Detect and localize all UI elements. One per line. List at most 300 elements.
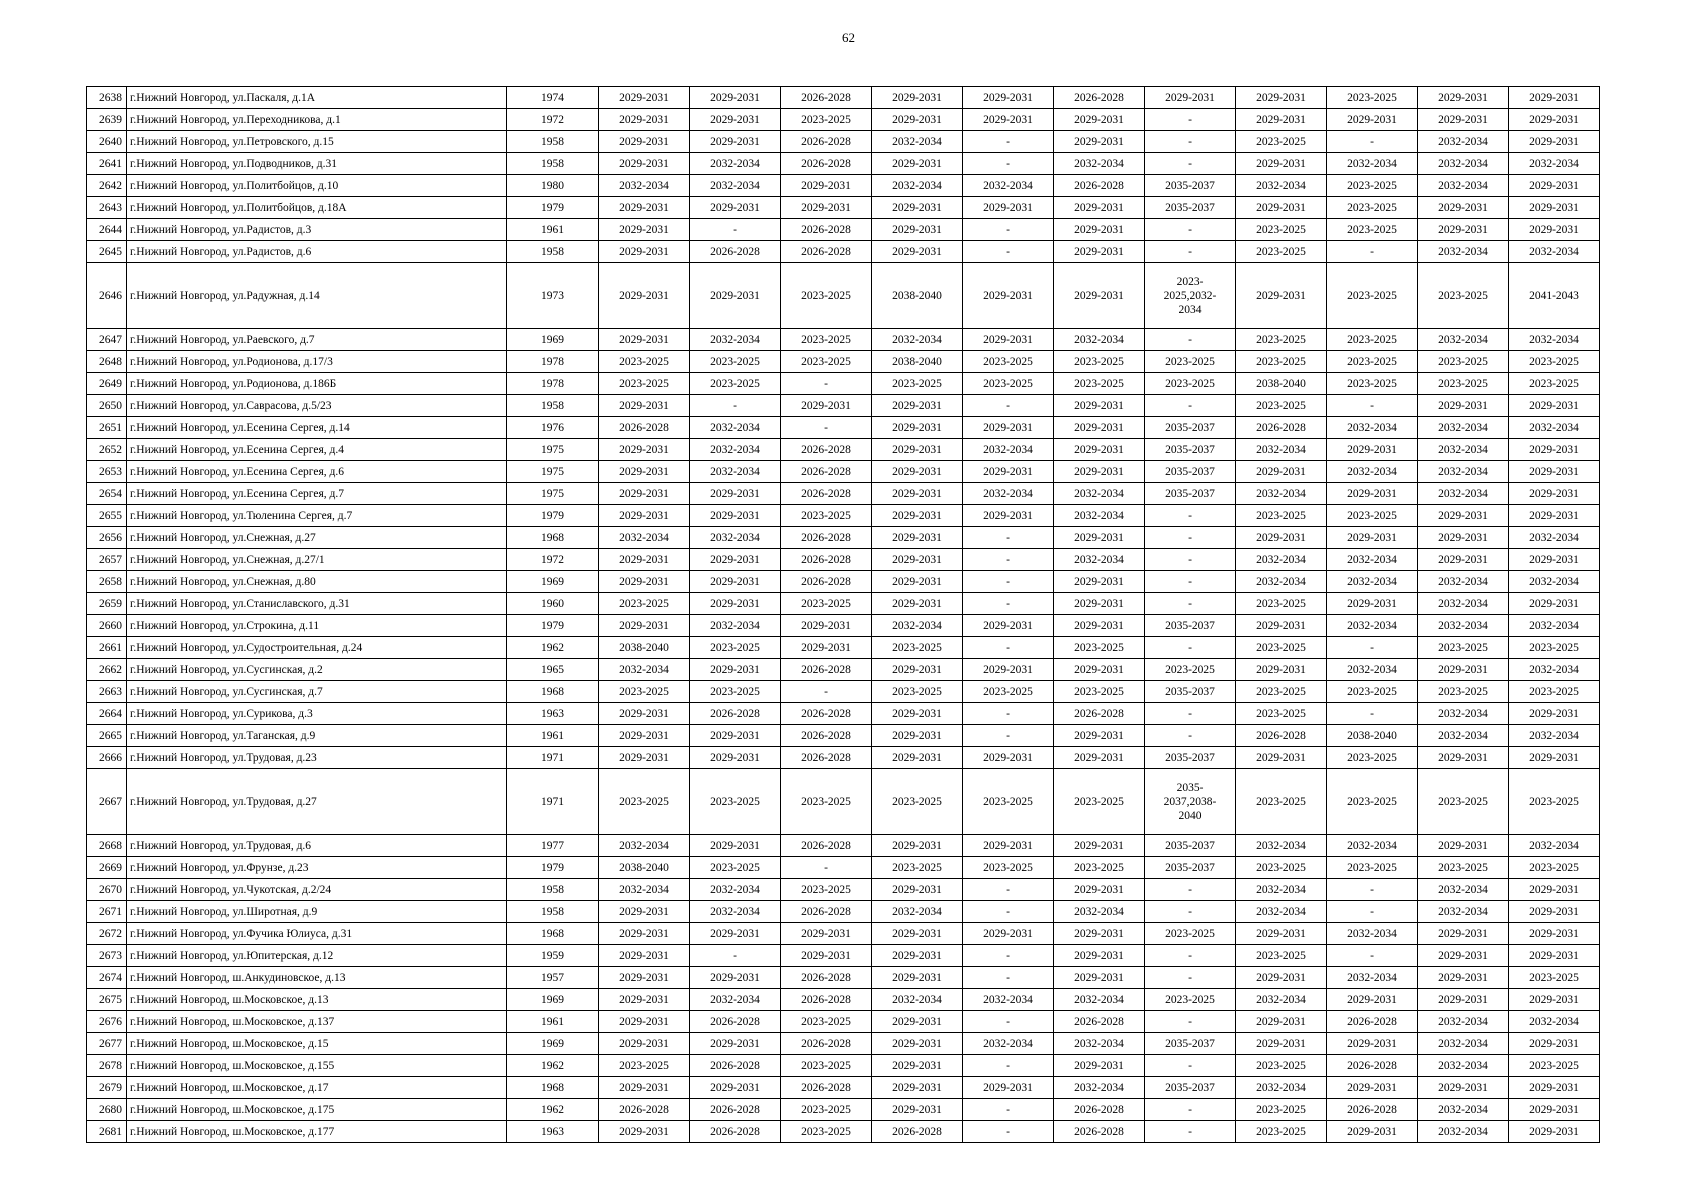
repair-period-cell: -	[1327, 879, 1418, 901]
repair-period-cell: 2029-2031	[599, 153, 690, 175]
repair-period-cell: 2032-2034	[1054, 505, 1145, 527]
year-built-cell: 1975	[507, 439, 599, 461]
repair-period-cell: 2032-2034	[1418, 175, 1509, 197]
repair-period-cell: -	[1145, 1055, 1236, 1077]
repair-period-cell: 2029-2031	[1418, 659, 1509, 681]
repair-period-cell: 2032-2034	[690, 527, 781, 549]
repair-period-cell: 2026-2028	[781, 153, 872, 175]
address-cell: г.Нижний Новгород, ул.Петровского, д.15	[127, 131, 507, 153]
repair-period-cell: 2029-2031	[1054, 219, 1145, 241]
repair-period-cell: 2029-2031	[872, 417, 963, 439]
table-row	[87, 1121, 1600, 1143]
table-row	[87, 131, 1600, 153]
repair-period-cell: 2029-2031	[872, 1077, 963, 1099]
repair-period-cell: 2026-2028	[781, 549, 872, 571]
address-cell: г.Нижний Новгород, ул.Судостроительная, д.24	[127, 637, 507, 659]
repair-period-cell: 2029-2031	[1418, 109, 1509, 131]
repair-period-cell: 2029-2031	[1054, 439, 1145, 461]
repair-period-cell: 2029-2031	[1509, 461, 1600, 483]
address-cell: г.Нижний Новгород, ул.Паскаля, д.1А	[127, 87, 507, 109]
year-built-cell: 1961	[507, 725, 599, 747]
repair-period-cell: 2029-2031	[1509, 175, 1600, 197]
repair-period-cell: 2029-2031	[690, 197, 781, 219]
repair-period-cell: 2023-2025	[1418, 769, 1509, 835]
repair-period-cell: 2023-2025	[1236, 329, 1327, 351]
repair-period-cell: 2026-2028	[1054, 1011, 1145, 1033]
row-number-cell: 2664	[87, 703, 127, 725]
repair-period-cell: 2029-2031	[872, 527, 963, 549]
repair-period-cell: 2029-2031	[1509, 945, 1600, 967]
repair-period-cell: 2029-2031	[690, 263, 781, 329]
repair-period-cell: 2026-2028	[690, 1011, 781, 1033]
repair-period-cell: 2023-2025	[963, 857, 1054, 879]
repair-period-cell: 2026-2028	[781, 1077, 872, 1099]
address-cell: г.Нижний Новгород, ул.Родионова, д.17/3	[127, 351, 507, 373]
repair-period-cell: 2023-2025	[963, 351, 1054, 373]
repair-period-cell: 2026-2028	[1236, 417, 1327, 439]
repair-period-cell: 2029-2031	[872, 153, 963, 175]
address-cell: г.Нижний Новгород, ул.Строкина, д.11	[127, 615, 507, 637]
year-built-cell: 1979	[507, 857, 599, 879]
address-cell: г.Нижний Новгород, ш.Московское, д.13	[127, 989, 507, 1011]
repair-period-cell: 2032-2034	[1327, 615, 1418, 637]
repair-period-cell: 2032-2034	[1418, 1099, 1509, 1121]
repair-period-cell: 2026-2028	[690, 703, 781, 725]
address-cell: г.Нижний Новгород, ул.Есенина Сергея, д.7	[127, 483, 507, 505]
repair-period-cell: 2032-2034	[1236, 835, 1327, 857]
repair-period-cell: 2032-2034	[872, 989, 963, 1011]
row-number-cell: 2668	[87, 835, 127, 857]
repair-period-cell: 2029-2031	[872, 945, 963, 967]
repair-period-cell: 2029-2031	[872, 703, 963, 725]
year-built-cell: 1969	[507, 571, 599, 593]
repair-period-cell: 2029-2031	[1509, 1099, 1600, 1121]
row-number-cell: 2670	[87, 879, 127, 901]
repair-period-cell: 2035-2037	[1145, 747, 1236, 769]
repair-period-cell: 2029-2031	[599, 967, 690, 989]
address-cell: г.Нижний Новгород, ул.Таганская, д.9	[127, 725, 507, 747]
repair-period-cell: 2029-2031	[1054, 593, 1145, 615]
table-row	[87, 527, 1600, 549]
table-row	[87, 109, 1600, 131]
repair-period-cell: 2023-2025	[1236, 637, 1327, 659]
repair-period-cell: 2029-2031	[1509, 87, 1600, 109]
row-number-cell: 2651	[87, 417, 127, 439]
repair-period-cell: 2029-2031	[690, 109, 781, 131]
year-built-cell: 1971	[507, 747, 599, 769]
repair-period-cell: 2032-2034	[1236, 879, 1327, 901]
row-number-cell: 2672	[87, 923, 127, 945]
repair-period-cell: 2032-2034	[1236, 483, 1327, 505]
repair-period-cell: 2029-2031	[872, 505, 963, 527]
repair-period-cell: 2029-2031	[1054, 945, 1145, 967]
repair-period-cell: 2023-2025	[781, 1099, 872, 1121]
repair-period-cell: 2029-2031	[599, 329, 690, 351]
repair-period-cell: 2032-2034	[1418, 593, 1509, 615]
address-cell: г.Нижний Новгород, ул.Подводников, д.31	[127, 153, 507, 175]
repair-period-cell: 2023-2025	[1327, 329, 1418, 351]
repair-period-cell: 2029-2031	[1236, 527, 1327, 549]
repair-period-cell: 2029-2031	[781, 637, 872, 659]
repair-period-cell: 2032-2034	[1236, 571, 1327, 593]
repair-period-cell: 2032-2034	[1054, 483, 1145, 505]
address-cell: г.Нижний Новгород, ул.Переходникова, д.1	[127, 109, 507, 131]
repair-period-cell: 2023-2025	[1054, 637, 1145, 659]
repair-period-cell: 2029-2031	[690, 747, 781, 769]
repair-period-cell: 2023- 2025,2032- 2034	[1145, 263, 1236, 329]
repair-period-cell: 2023-2025	[1054, 373, 1145, 395]
repair-period-cell: 2029-2031	[599, 505, 690, 527]
row-number-cell: 2681	[87, 1121, 127, 1143]
repair-period-cell: -	[1327, 637, 1418, 659]
address-cell: г.Нижний Новгород, ул.Фрунзе, д.23	[127, 857, 507, 879]
repair-period-cell: 2029-2031	[1418, 967, 1509, 989]
repair-period-cell: 2023-2025	[1327, 747, 1418, 769]
repair-period-cell: 2029-2031	[963, 835, 1054, 857]
repair-period-cell: -	[1145, 109, 1236, 131]
address-cell: г.Нижний Новгород, ул.Сусгинская, д.7	[127, 681, 507, 703]
table-row	[87, 571, 1600, 593]
address-cell: г.Нижний Новгород, ул.Трудовая, д.27	[127, 769, 507, 835]
repair-period-cell: 2026-2028	[781, 989, 872, 1011]
repair-period-cell: 2023-2025	[1236, 945, 1327, 967]
address-cell: г.Нижний Новгород, ул.Есенина Сергея, д.14	[127, 417, 507, 439]
repair-period-cell: 2029-2031	[1418, 989, 1509, 1011]
repair-period-cell: -	[1145, 527, 1236, 549]
repair-period-cell: 2023-2025	[781, 593, 872, 615]
repair-period-cell: 2029-2031	[1418, 505, 1509, 527]
repair-period-cell: 2023-2025	[690, 769, 781, 835]
repair-period-cell: 2029-2031	[599, 219, 690, 241]
repair-period-cell: 2029-2031	[1509, 483, 1600, 505]
repair-period-cell: 2029-2031	[599, 571, 690, 593]
repair-period-cell: 2023-2025	[1509, 681, 1600, 703]
repair-period-cell: 2023-2025	[1145, 351, 1236, 373]
table-body	[87, 87, 1600, 1143]
repair-period-cell: 2032-2034	[1236, 901, 1327, 923]
repair-period-cell: 2029-2031	[963, 747, 1054, 769]
repair-period-cell: 2029-2031	[599, 1077, 690, 1099]
repair-period-cell: 2029-2031	[1509, 703, 1600, 725]
repair-period-cell: 2023-2025	[1236, 505, 1327, 527]
year-built-cell: 1961	[507, 1011, 599, 1033]
address-cell: г.Нижний Новгород, ул.Радужная, д.14	[127, 263, 507, 329]
row-number-cell: 2658	[87, 571, 127, 593]
repair-period-cell: 2038-2040	[599, 857, 690, 879]
repair-period-cell: 2029-2031	[1327, 483, 1418, 505]
address-cell: г.Нижний Новгород, ш.Анкудиновское, д.13	[127, 967, 507, 989]
repair-period-cell: 2035-2037	[1145, 1077, 1236, 1099]
repair-period-cell: 2029-2031	[1418, 923, 1509, 945]
repair-period-cell: 2026-2028	[1054, 175, 1145, 197]
repair-period-cell: 2029-2031	[599, 131, 690, 153]
repair-period-cell: 2029-2031	[1236, 615, 1327, 637]
repair-period-cell: 2029-2031	[1418, 835, 1509, 857]
repair-period-cell: 2029-2031	[1327, 989, 1418, 1011]
repair-period-cell: 2023-2025	[1509, 1055, 1600, 1077]
repair-period-cell: 2023-2025	[1236, 681, 1327, 703]
row-number-cell: 2654	[87, 483, 127, 505]
year-built-cell: 1972	[507, 109, 599, 131]
repair-period-cell: 2032-2034	[1327, 417, 1418, 439]
table-row	[87, 219, 1600, 241]
repair-period-cell: 2029-2031	[1236, 197, 1327, 219]
repair-period-cell: 2029-2031	[599, 109, 690, 131]
repair-period-cell: 2029-2031	[872, 593, 963, 615]
repair-period-cell: 2029-2031	[599, 263, 690, 329]
row-number-cell: 2643	[87, 197, 127, 219]
repair-period-cell: 2023-2025	[690, 351, 781, 373]
repair-period-cell: 2023-2025	[1327, 351, 1418, 373]
repair-period-cell: 2023-2025	[1418, 373, 1509, 395]
repair-period-cell: 2032-2034	[1418, 439, 1509, 461]
repair-period-cell: 2026-2028	[690, 241, 781, 263]
repair-period-cell: 2026-2028	[1327, 1055, 1418, 1077]
repair-period-cell: -	[1145, 901, 1236, 923]
repair-period-cell: 2029-2031	[1236, 1011, 1327, 1033]
year-built-cell: 1961	[507, 219, 599, 241]
repair-period-cell: 2029-2031	[690, 593, 781, 615]
repair-period-cell: -	[690, 395, 781, 417]
repair-period-cell: 2029-2031	[872, 835, 963, 857]
year-built-cell: 1965	[507, 659, 599, 681]
repair-period-cell: 2023-2025	[1418, 857, 1509, 879]
repair-period-cell: 2023-2025	[1236, 131, 1327, 153]
repair-period-cell: 2029-2031	[872, 483, 963, 505]
repair-period-cell: -	[1145, 879, 1236, 901]
repair-period-cell: 2032-2034	[1418, 417, 1509, 439]
repair-period-cell: 2029-2031	[1236, 461, 1327, 483]
repair-period-cell: 2023-2025	[1054, 681, 1145, 703]
repair-period-cell: 2029-2031	[1509, 131, 1600, 153]
address-cell: г.Нижний Новгород, ул.Снежная, д.27	[127, 527, 507, 549]
repair-period-cell: 2023-2025	[963, 769, 1054, 835]
repair-period-cell: 2026-2028	[781, 241, 872, 263]
repair-period-cell: 2029-2031	[1054, 571, 1145, 593]
repair-period-cell: -	[963, 131, 1054, 153]
repair-period-cell: 2023-2025	[872, 637, 963, 659]
repair-period-cell: -	[1145, 329, 1236, 351]
repair-period-cell: 2026-2028	[872, 1121, 963, 1143]
row-number-cell: 2679	[87, 1077, 127, 1099]
repair-period-cell: -	[781, 857, 872, 879]
repair-period-cell: 2032-2034	[872, 615, 963, 637]
table-row	[87, 87, 1600, 109]
repair-period-cell: 2029-2031	[599, 923, 690, 945]
repair-period-cell: -	[1145, 131, 1236, 153]
repair-period-cell: 2032-2034	[1509, 615, 1600, 637]
address-cell: г.Нижний Новгород, ул.Политбойцов, д.10	[127, 175, 507, 197]
repair-period-cell: 2026-2028	[781, 461, 872, 483]
repair-period-cell: 2029-2031	[1509, 923, 1600, 945]
repair-period-cell: 2032-2034	[872, 329, 963, 351]
repair-period-cell: 2023-2025	[781, 879, 872, 901]
year-built-cell: 1958	[507, 879, 599, 901]
repair-period-cell: 2029-2031	[690, 659, 781, 681]
repair-period-cell: 2029-2031	[1236, 923, 1327, 945]
repair-period-cell: -	[1327, 241, 1418, 263]
repair-period-cell: 2023-2025	[1327, 857, 1418, 879]
repair-period-cell: -	[1145, 395, 1236, 417]
address-cell: г.Нижний Новгород, ул.Фучика Юлиуса, д.31	[127, 923, 507, 945]
repair-period-cell: 2032-2034	[690, 901, 781, 923]
address-cell: г.Нижний Новгород, ш.Московское, д.17	[127, 1077, 507, 1099]
repair-period-cell: 2029-2031	[599, 241, 690, 263]
repair-period-cell: 2023-2025	[1054, 769, 1145, 835]
repair-period-cell: -	[1145, 1011, 1236, 1033]
repair-period-cell: 2038-2040	[1236, 373, 1327, 395]
table-row	[87, 703, 1600, 725]
repair-period-cell: 2026-2028	[781, 527, 872, 549]
repair-period-cell: 2029-2031	[1509, 593, 1600, 615]
repair-period-cell: 2023-2025	[1327, 769, 1418, 835]
repair-period-cell: 2029-2031	[1509, 549, 1600, 571]
repair-period-cell: 2029-2031	[1236, 1033, 1327, 1055]
table-row	[87, 1011, 1600, 1033]
repair-period-cell: 2023-2025	[1236, 703, 1327, 725]
repair-period-cell: 2029-2031	[1418, 219, 1509, 241]
repair-period-cell: -	[1327, 945, 1418, 967]
repair-period-cell: 2023-2025	[1327, 197, 1418, 219]
repair-period-cell: 2023-2025	[1054, 857, 1145, 879]
repair-period-cell: 2032-2034	[872, 901, 963, 923]
repair-period-cell: -	[1145, 571, 1236, 593]
repair-period-cell: -	[963, 219, 1054, 241]
address-cell: г.Нижний Новгород, ул.Трудовая, д.6	[127, 835, 507, 857]
repair-period-cell: 2029-2031	[872, 879, 963, 901]
repair-period-cell: 2032-2034	[1418, 153, 1509, 175]
row-number-cell: 2666	[87, 747, 127, 769]
repair-period-cell: 2029-2031	[1327, 1033, 1418, 1055]
repair-period-cell: 2029-2031	[963, 923, 1054, 945]
repair-period-cell: 2023-2025	[1327, 219, 1418, 241]
repair-period-cell: 2023-2025	[690, 857, 781, 879]
repair-period-cell: 2029-2031	[1418, 527, 1509, 549]
repair-period-cell: 2026-2028	[1054, 1121, 1145, 1143]
address-cell: г.Нижний Новгород, ул.Снежная, д.27/1	[127, 549, 507, 571]
repair-period-cell: 2029-2031	[690, 967, 781, 989]
repair-period-cell: 2029-2031	[963, 197, 1054, 219]
repair-period-cell: 2032-2034	[599, 879, 690, 901]
address-cell: г.Нижний Новгород, ул.Политбойцов, д.18А	[127, 197, 507, 219]
repair-period-cell: -	[963, 901, 1054, 923]
repair-period-cell: 2029-2031	[599, 1121, 690, 1143]
year-built-cell: 1958	[507, 901, 599, 923]
row-number-cell: 2642	[87, 175, 127, 197]
repair-period-cell: 2029-2031	[872, 241, 963, 263]
repair-period-cell: 2029-2031	[872, 923, 963, 945]
row-number-cell: 2671	[87, 901, 127, 923]
repair-period-cell: 2023-2025	[1236, 395, 1327, 417]
repair-period-cell: 2029-2031	[1054, 197, 1145, 219]
repair-period-cell: 2038-2040	[872, 263, 963, 329]
table-row	[87, 395, 1600, 417]
repair-period-cell: 2026-2028	[1327, 1011, 1418, 1033]
repair-period-cell: 2026-2028	[781, 1033, 872, 1055]
row-number-cell: 2661	[87, 637, 127, 659]
repair-period-cell: 2032-2034	[1418, 725, 1509, 747]
repair-period-cell: 2026-2028	[1054, 87, 1145, 109]
repair-period-cell: 2032-2034	[690, 461, 781, 483]
address-cell: г.Нижний Новгород, ул.Тюленина Сергея, д.7	[127, 505, 507, 527]
repair-period-cell: 2023-2025	[1145, 989, 1236, 1011]
row-number-cell: 2674	[87, 967, 127, 989]
repair-period-cell: 2023-2025	[963, 681, 1054, 703]
repair-period-cell: 2029-2031	[1054, 967, 1145, 989]
year-built-cell: 1976	[507, 417, 599, 439]
row-number-cell: 2648	[87, 351, 127, 373]
repair-period-cell: 2029-2031	[963, 461, 1054, 483]
repair-period-cell: -	[1145, 593, 1236, 615]
repair-period-cell: -	[1327, 901, 1418, 923]
repair-period-cell: 2029-2031	[1509, 1033, 1600, 1055]
table-row	[87, 461, 1600, 483]
table-row	[87, 659, 1600, 681]
repair-period-cell: 2032-2034	[1509, 571, 1600, 593]
year-built-cell: 1969	[507, 329, 599, 351]
repair-period-cell: 2029-2031	[1509, 1077, 1600, 1099]
repair-period-cell: -	[1145, 725, 1236, 747]
repair-period-cell: 2029-2031	[1054, 461, 1145, 483]
repair-period-cell: -	[963, 527, 1054, 549]
address-cell: г.Нижний Новгород, ш.Московское, д.155	[127, 1055, 507, 1077]
repair-period-cell: 2032-2034	[963, 483, 1054, 505]
address-cell: г.Нижний Новгород, ул.Сурикова, д.3	[127, 703, 507, 725]
row-number-cell: 2647	[87, 329, 127, 351]
repair-period-cell: 2026-2028	[781, 725, 872, 747]
repair-period-cell: 2029-2031	[690, 1077, 781, 1099]
address-cell: г.Нижний Новгород, ул.Саврасова, д.5/23	[127, 395, 507, 417]
repair-period-cell: 2029-2031	[1509, 879, 1600, 901]
repair-period-cell: 2023-2025	[1509, 351, 1600, 373]
table-row	[87, 439, 1600, 461]
repair-period-cell: 2029-2031	[872, 1055, 963, 1077]
repair-period-cell: 2035-2037	[1145, 417, 1236, 439]
repair-period-cell: 2026-2028	[690, 1121, 781, 1143]
table-row	[87, 373, 1600, 395]
year-built-cell: 1974	[507, 87, 599, 109]
repair-period-cell: 2023-2025	[1509, 637, 1600, 659]
repair-period-cell: 2023-2025	[872, 857, 963, 879]
repair-period-cell: 2032-2034	[1054, 1033, 1145, 1055]
repair-period-cell: 2029-2031	[1054, 527, 1145, 549]
year-built-cell: 1958	[507, 131, 599, 153]
repair-period-cell: 2032-2034	[1509, 527, 1600, 549]
year-built-cell: 1975	[507, 461, 599, 483]
repair-period-cell: -	[781, 681, 872, 703]
year-built-cell: 1969	[507, 989, 599, 1011]
repair-period-cell: 2032-2034	[1418, 461, 1509, 483]
repair-period-cell: 2023-2025	[781, 769, 872, 835]
repair-period-cell: 2023-2025	[1418, 681, 1509, 703]
year-built-cell: 1962	[507, 1099, 599, 1121]
repair-period-cell: 2029-2031	[1418, 197, 1509, 219]
repair-period-cell: 2026-2028	[690, 1055, 781, 1077]
repair-period-cell: 2029-2031	[872, 1033, 963, 1055]
repair-period-cell: 2032-2034	[1418, 1033, 1509, 1055]
repair-period-cell: 2029-2031	[1054, 747, 1145, 769]
repair-period-cell: 2038-2040	[1327, 725, 1418, 747]
repair-period-cell: 2023-2025	[1327, 505, 1418, 527]
repair-period-cell: 2023-2025	[1327, 175, 1418, 197]
repair-period-cell: 2029-2031	[1236, 87, 1327, 109]
repair-period-cell: 2026-2028	[781, 219, 872, 241]
table-row	[87, 505, 1600, 527]
row-number-cell: 2652	[87, 439, 127, 461]
repair-period-cell: -	[963, 1121, 1054, 1143]
address-cell: г.Нижний Новгород, ул.Трудовая, д.23	[127, 747, 507, 769]
year-built-cell: 1979	[507, 505, 599, 527]
